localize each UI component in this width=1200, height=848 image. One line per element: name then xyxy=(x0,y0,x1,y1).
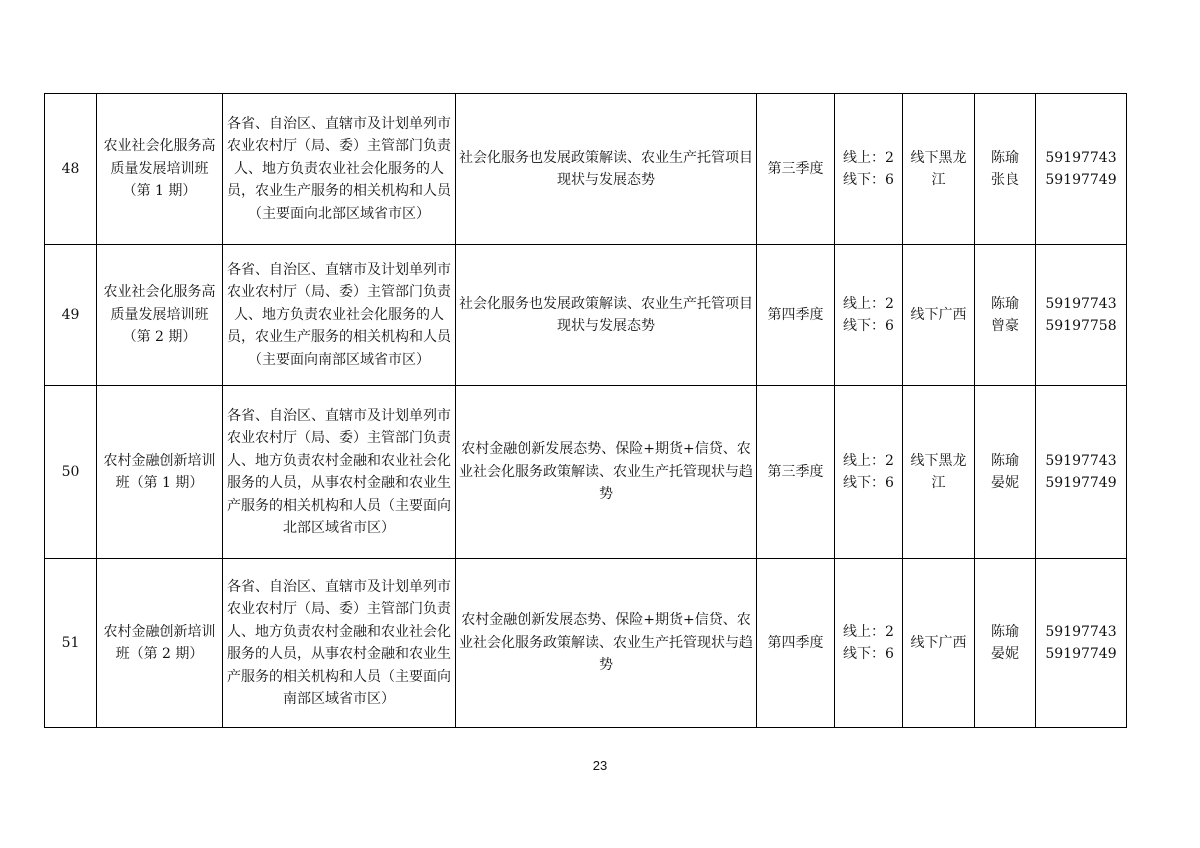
table-row xyxy=(45,386,1127,559)
location: 线下黑龙江 xyxy=(903,94,975,245)
participants: 各省、自治区、直辖市及计划单列市农业农村厅（局、委）主管部门负责人、地方负责农业社会化服务的人员，农业生产服务的相关机构和人员（主要面向南部区域省市区） xyxy=(223,245,456,386)
offline-days: 线下：6 xyxy=(843,646,894,662)
contacts xyxy=(975,94,1036,245)
location: 线下广西 xyxy=(903,559,975,728)
phones xyxy=(1036,94,1127,245)
duration xyxy=(835,559,903,728)
participants: 各省、自治区、直辖市及计划单列市农业农村厅（局、委）主管部门负责人、地方负责农业社会化服务的人员，农业生产服务的相关机构和人员（主要面向北部区域省市区） xyxy=(223,94,456,245)
contacts xyxy=(975,245,1036,386)
offline-days: 线下：6 xyxy=(843,318,894,334)
page-number: 23 xyxy=(592,758,608,773)
duration xyxy=(835,386,903,559)
phone-number: 59197749 xyxy=(1045,475,1117,491)
phone-number: 59197743 xyxy=(1045,452,1117,469)
contacts xyxy=(975,559,1036,728)
quarter: 第四季度 xyxy=(757,245,835,386)
course-name: 农村金融创新培训班（第 1 期） xyxy=(97,386,223,559)
contact-name: 陈瑜 xyxy=(991,149,1019,166)
contacts xyxy=(975,386,1036,559)
table-row xyxy=(45,559,1127,728)
course-name: 农业社会化服务高质量发展培训班（第 2 期） xyxy=(97,245,223,386)
offline-days: 线下：6 xyxy=(843,172,894,188)
contact-name: 晏妮 xyxy=(991,646,1019,662)
online-days: 线上：2 xyxy=(843,295,894,312)
phone-number: 59197758 xyxy=(1045,318,1117,334)
row-number: 50 xyxy=(45,386,97,559)
training-content: 农村金融创新发展态势、保险+期货+信贷、农业社会化服务政策解读、农业生产托管现状与趋势 xyxy=(456,559,757,728)
contact-name: 陈瑜 xyxy=(991,623,1019,640)
contact-name: 陈瑜 xyxy=(991,295,1019,312)
quarter: 第三季度 xyxy=(757,94,835,245)
quarter: 第三季度 xyxy=(757,386,835,559)
contact-name: 曾豪 xyxy=(991,318,1019,334)
table-row xyxy=(45,245,1127,386)
contact-name: 晏妮 xyxy=(991,475,1019,491)
participants: 各省、自治区、直辖市及计划单列市农业农村厅（局、委）主管部门负责人、地方负责农村金融和农业社会化服务的人员，从事农村金融和农业生产服务的相关机构和人员（主要面向北部区域省市区） xyxy=(223,386,456,559)
online-days: 线上：2 xyxy=(843,452,894,469)
phones xyxy=(1036,386,1127,559)
phone-number: 59197749 xyxy=(1045,646,1117,662)
contact-name: 陈瑜 xyxy=(991,452,1019,469)
phone-number: 59197743 xyxy=(1045,295,1117,312)
row-number: 48 xyxy=(45,94,97,245)
phone-number: 59197743 xyxy=(1045,623,1117,640)
online-days: 线上：2 xyxy=(843,149,894,166)
training-content: 社会化服务也发展政策解读、农业生产托管项目现状与发展态势 xyxy=(456,245,757,386)
training-content: 社会化服务也发展政策解读、农业生产托管项目现状与发展态势 xyxy=(456,94,757,245)
duration xyxy=(835,245,903,386)
quarter: 第四季度 xyxy=(757,559,835,728)
phone-number: 59197749 xyxy=(1045,172,1117,188)
phones xyxy=(1036,245,1127,386)
training-plan-table xyxy=(44,93,1127,728)
row-number: 49 xyxy=(45,245,97,386)
duration xyxy=(835,94,903,245)
location: 线下黑龙江 xyxy=(903,386,975,559)
table-row xyxy=(45,94,1127,245)
online-days: 线上：2 xyxy=(843,623,894,640)
offline-days: 线下：6 xyxy=(843,475,894,491)
training-content: 农村金融创新发展态势、保险+期货+信贷、农业社会化服务政策解读、农业生产托管现状与趋势 xyxy=(456,386,757,559)
contact-name: 张良 xyxy=(991,172,1019,188)
phone-number: 59197743 xyxy=(1045,149,1117,166)
phones xyxy=(1036,559,1127,728)
location: 线下广西 xyxy=(903,245,975,386)
row-number: 51 xyxy=(45,559,97,728)
participants: 各省、自治区、直辖市及计划单列市农业农村厅（局、委）主管部门负责人、地方负责农村金融和农业社会化服务的人员，从事农村金融和农业生产服务的相关机构和人员（主要面向南部区域省市区） xyxy=(223,559,456,728)
course-name: 农业社会化服务高质量发展培训班（第 1 期） xyxy=(97,94,223,245)
course-name: 农村金融创新培训班（第 2 期） xyxy=(97,559,223,728)
